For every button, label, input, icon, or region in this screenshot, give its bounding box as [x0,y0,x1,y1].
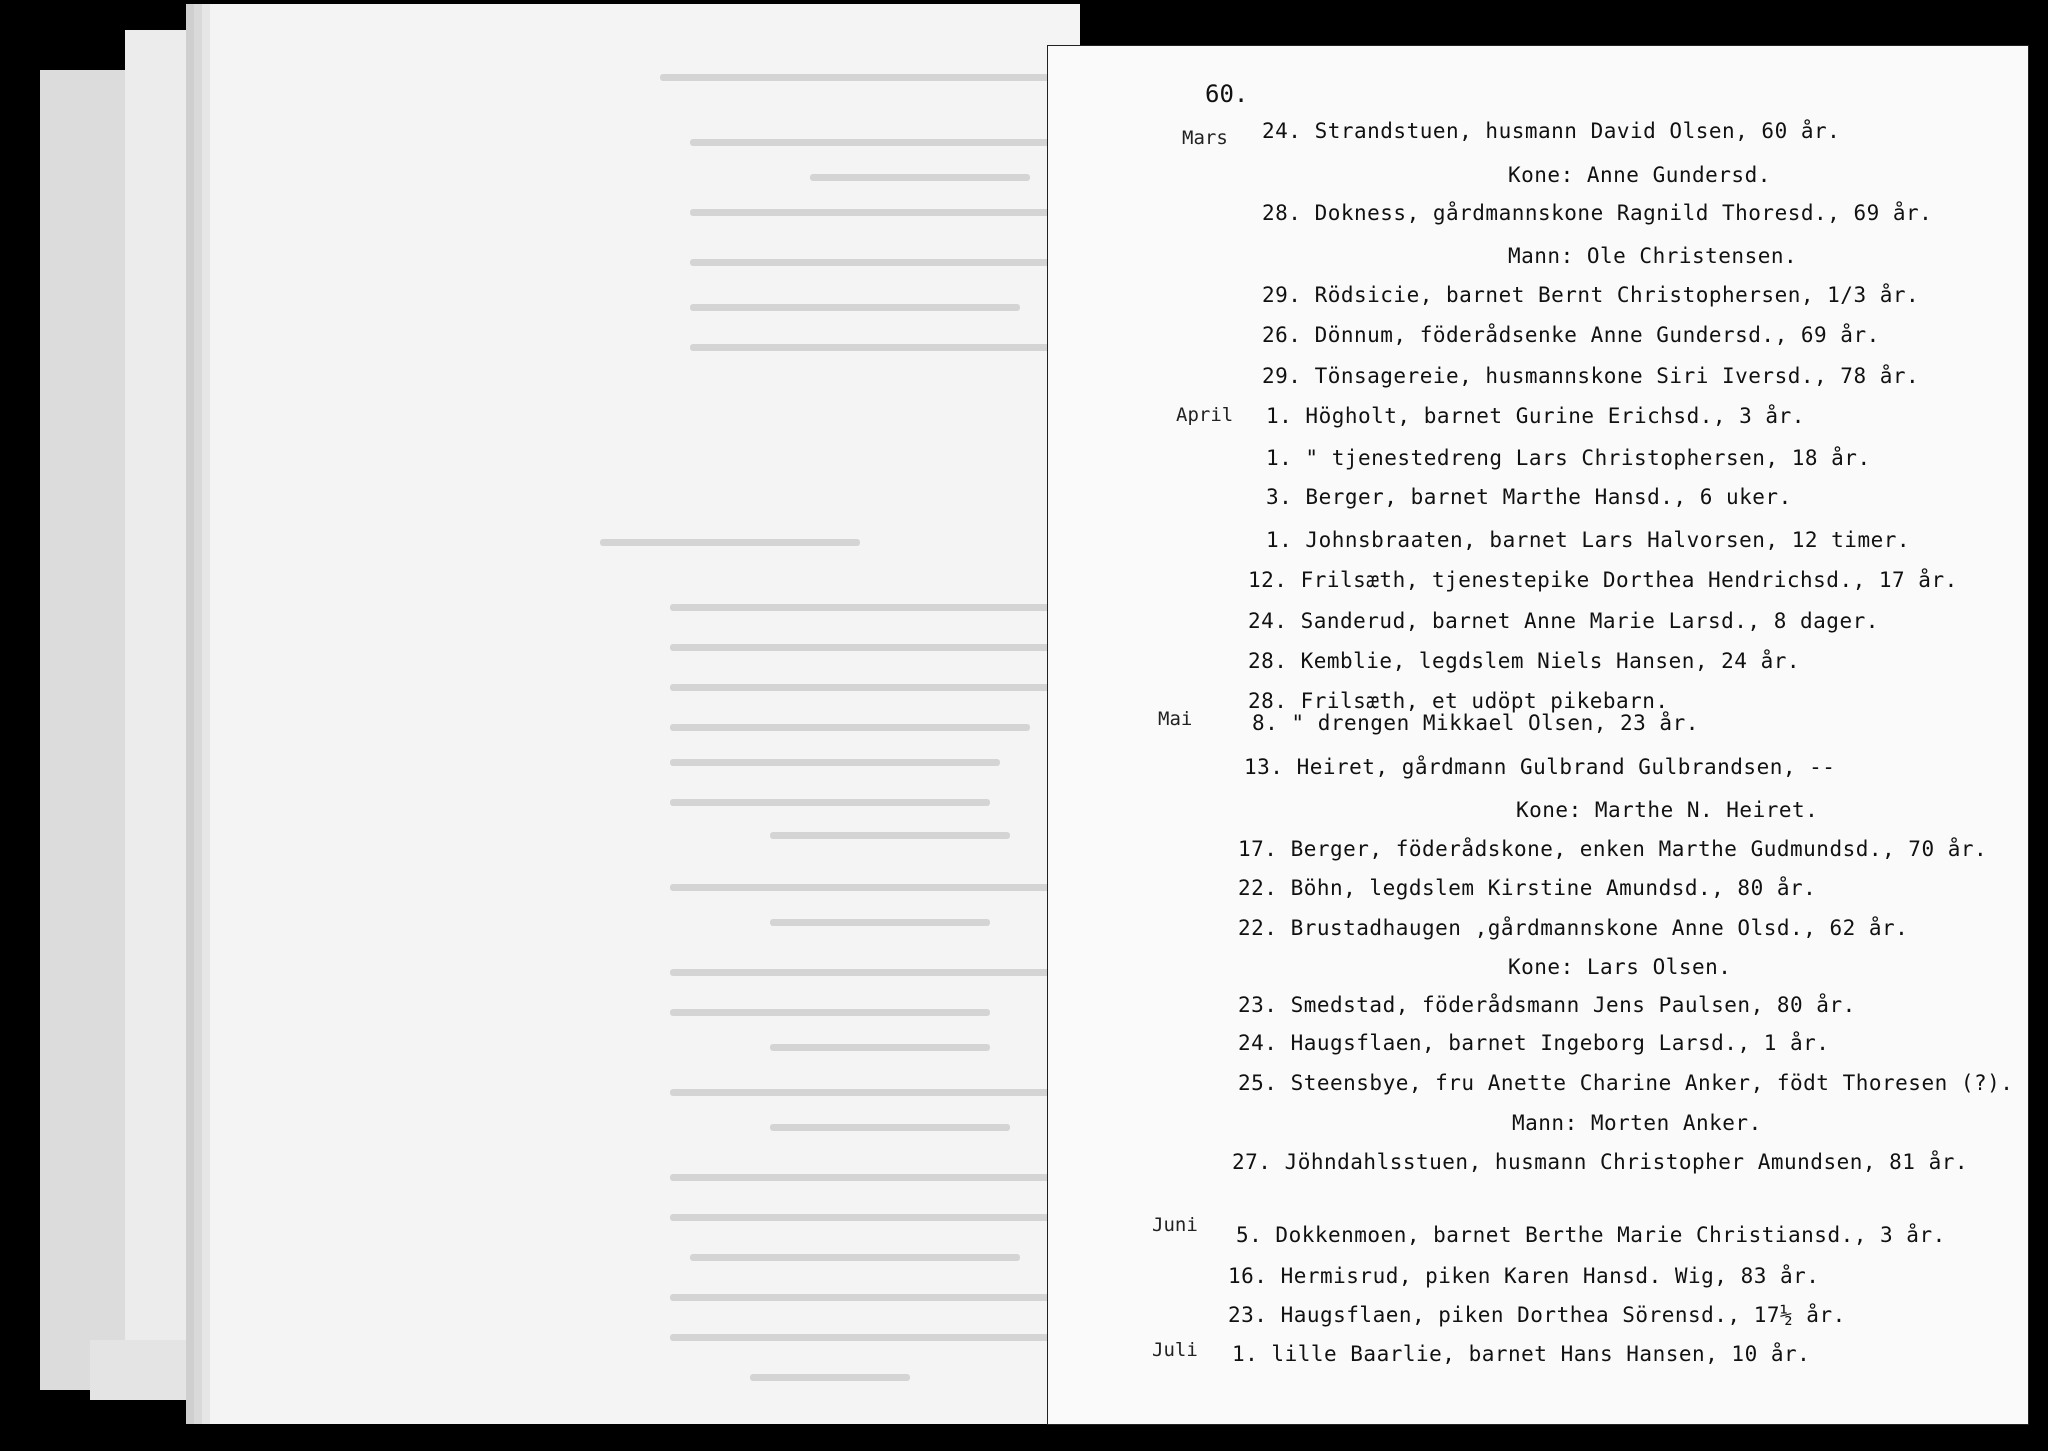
register-entry: 1. Johnsbraaten, barnet Lars Halvorsen, 12 timer. [1266,528,1911,552]
register-entry: 16. Hermisrud, piken Karen Hansd. Wig, 83 år. [1228,1264,1820,1288]
register-entry: Kone: Anne Gundersd. [1508,163,1771,187]
register-entry: 1. lille Baarlie, barnet Hans Hansen, 10 år. [1232,1342,1811,1366]
month-label-mars: Mars [1182,127,1228,149]
register-entry: 8. " drengen Mikkael Olsen, 23 år. [1252,711,1699,735]
register-entry: 23. Haugsflaen, piken Dorthea Sörensd., 17½ år. [1228,1303,1846,1327]
page-stack-edge [40,70,135,1390]
month-label-juli: Juli [1152,1339,1198,1361]
register-entry: 27. Jöhndahlsstuen, husmann Christopher Amundsen, 81 år. [1232,1150,1969,1174]
register-entry: 29. Tönsagereie, husmannskone Siri Iversd., 78 år. [1262,364,1920,388]
register-entry: 28. Frilsæth, et udöpt pikebarn. [1248,689,1669,713]
register-entry: 3. Berger, barnet Marthe Hansd., 6 uker. [1266,485,1792,509]
register-entry: 12. Frilsæth, tjenestepike Dorthea Hendrichsd., 17 år. [1248,568,1958,592]
register-entry: 28. Kemblie, legdslem Niels Hansen, 24 år. [1248,649,1801,673]
register-entry: 22. Brustadhaugen ,gårdmannskone Anne Olsd., 62 år. [1238,916,1909,940]
register-entry: Kone: Marthe N. Heiret. [1516,798,1819,822]
register-entry: 26. Dönnum, föderådsenke Anne Gundersd., 69 år. [1262,323,1880,347]
register-entry: 28. Dokness, gårdmannskone Ragnild Thoresd., 69 år. [1262,201,1933,225]
register-entry: 24. Sanderud, barnet Anne Marie Larsd., 8 dager. [1248,609,1879,633]
register-entry: 23. Smedstad, föderådsmann Jens Paulsen, 80 år. [1238,993,1856,1017]
register-entry: 29. Rödsicie, barnet Bernt Christophersen, 1/3 år. [1262,283,1920,307]
month-label-mai: Mai [1158,708,1193,730]
page-number: 60. [1205,80,1249,108]
register-entry: 22. Böhn, legdslem Kirstine Amundsd., 80 år. [1238,876,1817,900]
register-entry: 17. Berger, föderådskone, enken Marthe Gudmundsd., 70 år. [1238,837,1988,861]
register-entry: 24. Haugsflaen, barnet Ingeborg Larsd., 1 år. [1238,1031,1830,1055]
register-entry: Mann: Morten Anker. [1512,1111,1762,1135]
register-entry: 5. Dokkenmoen, barnet Berthe Marie Christiansd., 3 år. [1236,1223,1946,1247]
register-entry: 1. " tjenestedreng Lars Christophersen, 18 år. [1266,446,1871,470]
register-entry: 1. Högholt, barnet Gurine Erichsd., 3 år. [1266,404,1805,428]
register-entry: 13. Heiret, gårdmann Gulbrand Gulbrandsen, -- [1244,755,1836,779]
page-stack-edge [125,30,205,1400]
register-entry: Mann: Ole Christensen. [1508,244,1798,268]
register-entry: Kone: Lars Olsen. [1508,955,1732,979]
register-entry: 24. Strandstuen, husmann David Olsen, 60 år. [1262,119,1841,143]
left-page-faded [210,4,1080,1424]
month-label-juni: Juni [1152,1214,1198,1236]
month-label-april: April [1176,404,1234,426]
register-entry: 25. Steensbye, fru Anette Charine Anker, födt Thoresen (?). [1238,1071,2014,1095]
